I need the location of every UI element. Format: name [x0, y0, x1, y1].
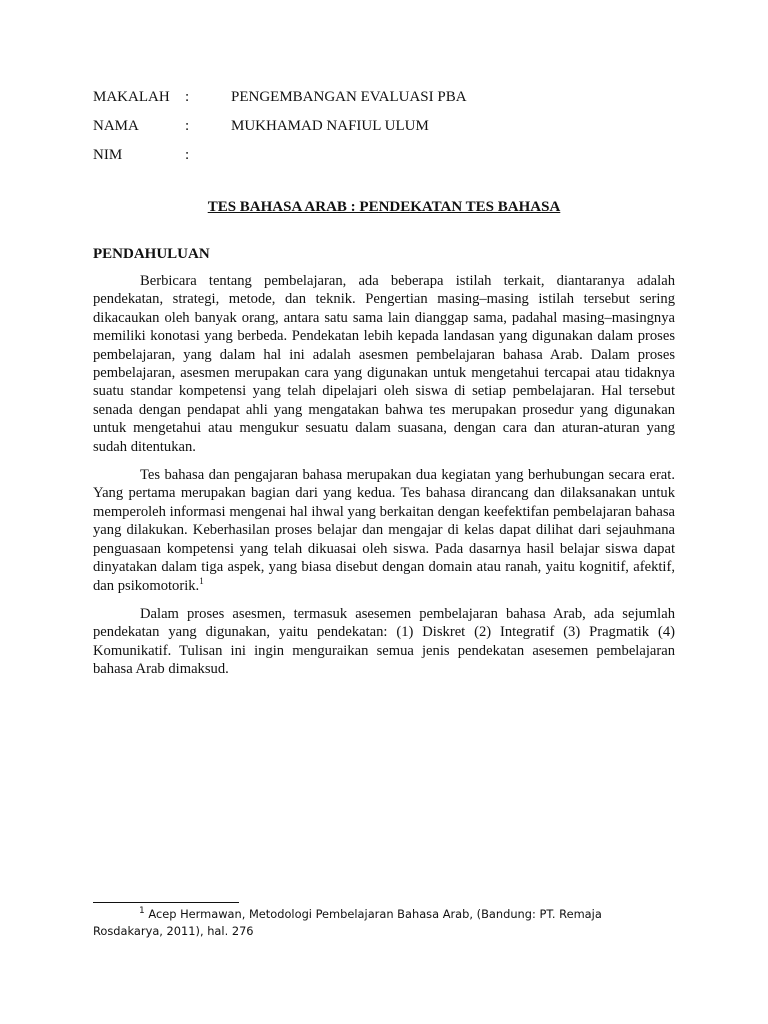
- meta-label: NAMA: [93, 118, 139, 134]
- paragraph-3: [93, 605, 675, 679]
- meta-colon: :: [185, 89, 190, 105]
- footnote-reference[interactable]: 1: [199, 575, 204, 586]
- meta-colon: :: [185, 118, 190, 134]
- meta-label: NIM: [93, 147, 123, 163]
- meta-row-nim: [93, 146, 675, 175]
- paragraph-1: [93, 272, 675, 456]
- footnote-number: 1: [139, 906, 145, 917]
- paragraph-text: Dalam proses asesmen, termasuk asesemen pembelajaran bahasa Arab, ada sejumlah pendekatan yang digunakan, yaitu pendekatan: (1) Diskret (2) Integratif (3) Pragmatik (4) Komunikatif. Tulisan ini ingin menguraikan semua jenis pendekatan asesemen pembelajaran bahasa Arab dimaksud.: [93, 605, 675, 678]
- footnote-text: Acep Hermawan, Metodologi Pembelajaran Bahasa Arab, (Bandung: PT. Remaja Rosdakarya, 2011), hal. 276: [93, 907, 602, 938]
- section-heading: PENDAHULUAN: [93, 246, 210, 262]
- document-page: [93, 88, 675, 679]
- meta-row-nama: [93, 117, 675, 146]
- footnote-separator: [93, 902, 239, 903]
- paragraph-text: Tes bahasa dan pengajaran bahasa merupakan dua kegiatan yang berhubungan secara erat. Yang pertama merupakan bagian dari yang kedua. Tes bahasa dirancang dan dilaksanakan untuk memperoleh informasi mengenai hal ihwal yang berkaitan dengan keefektifan pembelajaran bahasa yang dilakukan. Keberhasilan proses belajar dan mengajar di kelas dapat dilihat dari sejauhmana penguasaan kompetensi yang telah dikuasai oleh siswa. Pada dasarnya hasil belajar siswa dapat dinyatakan dalam tiga aspek, yang biasa disebut dengan domain atau ranah, yaitu kognitif, afektif, dan psikomotorik.: [93, 467, 675, 594]
- footnote: [93, 906, 675, 940]
- paragraph-text: Berbicara tentang pembelajaran, ada beberapa istilah terkait, diantaranya adalah pendekatan, strategi, metode, dan teknik. Pengertian masing–masing istilah tersebut sering dikacaukan oleh banyak orang, antara satu sama lain dianggap sama, padahal masing–masingnya memiliki konotasi yang berbeda. Pendekatan lebih kepada landasan yang digunakan dalam proses pembelajaran, yang dalam hal ini adalah asesmen pembelajaran bahasa Arab. Dalam proses pembelajaran, asesmen merupakan cara yang digunakan untuk mengetahui tercapai atau tidaknya suatu standar kompetensi yang telah dipelajari oleh siswa di setiap pembelajaran. Hal tersebut senada dengan pendapat ahli yang mengatakan bahwa tes merupakan prosedur yang digunakan untuk mengetahui atau mengukur sesuatu dalam suasana, dengan cara dan aturan-aturan yang sudah ditentukan.: [93, 273, 675, 455]
- meta-value: PENGEMBANGAN EVALUASI PBA: [231, 89, 467, 105]
- meta-label: MAKALAH: [93, 89, 170, 105]
- paragraph-2: [93, 466, 675, 595]
- document-title: TES BAHASA ARAB : PENDEKATAN TES BAHASA: [207, 199, 561, 215]
- meta-value: MUKHAMAD NAFIUL ULUM: [231, 118, 429, 134]
- meta-colon: :: [185, 147, 190, 163]
- meta-row-makalah: [93, 88, 675, 117]
- meta-value: [231, 146, 675, 175]
